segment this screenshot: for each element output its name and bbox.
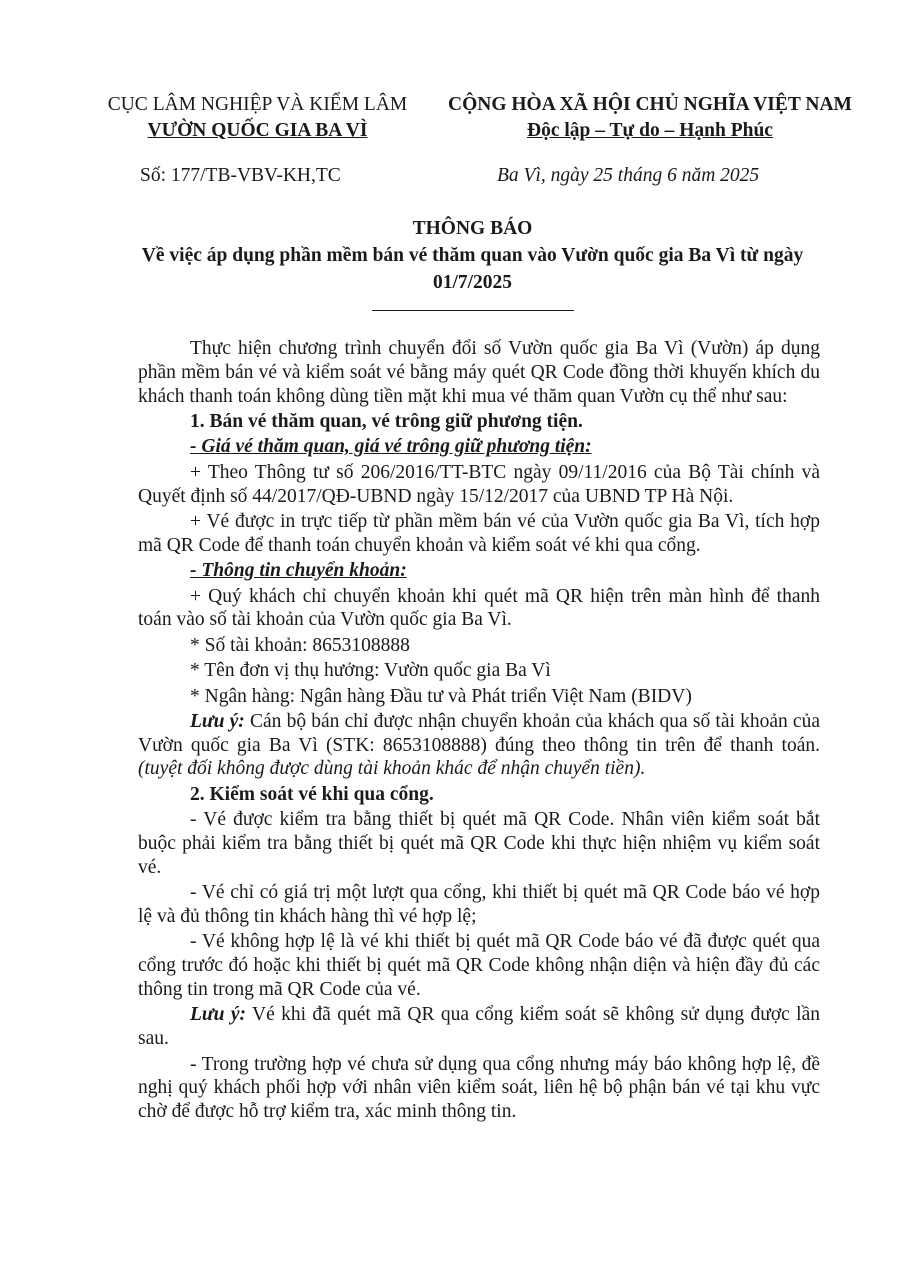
place-date: Ba Vì, ngày 25 tháng 6 năm 2025 <box>497 165 760 186</box>
section-1-heading: 1. Bán vé thăm quan, vé trông giữ phương tiện. <box>190 410 583 432</box>
note-1-italic: (tuyệt đối không được dùng tài khoản khác để nhận chuyển tiền). <box>138 758 646 780</box>
account-number: * Số tài khoản: 8653108888 <box>190 634 410 656</box>
title-divider <box>372 310 574 311</box>
document-title <box>100 215 845 296</box>
note-2 <box>138 1003 820 1051</box>
note-2-label: Lưu ý: <box>190 1004 246 1026</box>
agency-line-2: VƯỜN QUỐC GIA BA VÌ <box>147 120 368 141</box>
paragraph-transfer: + Quý khách chỉ chuyển khoản khi quét mã QR hiện trên màn hình để thanh toán vào số tài khoản của Vườn quốc gia Ba Vì. <box>138 585 820 631</box>
issuing-agency <box>95 92 420 144</box>
bank-name: * Ngân hàng: Ngân hàng Đầu tư và Phát triển Việt Nam (BIDV) <box>190 685 692 707</box>
section-2-heading: 2. Kiểm soát vé khi qua cổng. <box>190 783 434 805</box>
paragraph-invalid-ticket: - Vé không hợp lệ là vé khi thiết bị quét mã QR Code báo vé đã được quét qua cổng trước đó hoặc khi thiết bị quét mã QR Code không nhận diện và hiện đầy đủ các thông tin trong mã QR Code của vé. <box>138 931 820 1001</box>
note-1-text: Cán bộ bán chỉ được nhận chuyển khoản của khách qua số tài khoản của Vườn quốc gia Ba Vì (STK: 8653108888) đúng theo thông tin trên để thanh toán. <box>138 710 820 756</box>
nation-line-2: Độc lập – Tự do – Hạnh Phúc <box>527 120 773 141</box>
beneficiary-name: * Tên đơn vị thụ hưởng: Vườn quốc gia Ba Vì <box>190 660 551 682</box>
paragraph-ticket-print: + Vé được in trực tiếp từ phần mềm bán vé của Vườn quốc gia Ba Vì, tích hợp mã QR Code để thanh toán chuyển khoản và kiểm soát vé khi qua cổng. <box>138 510 820 556</box>
agency-line-1: CỤC LÂM NGHIỆP VÀ KIỂM LÂM <box>107 94 408 115</box>
paragraph-scan-check: - Vé được kiểm tra bằng thiết bị quét mã QR Code. Nhân viên kiểm soát bắt buộc phải kiểm tra bằng thiết bị quét mã QR Code khi thực hiện nhiệm vụ kiểm soát vé. <box>138 809 820 878</box>
paragraph-support: - Trong trường hợp vé chưa sử dụng qua cổng nhưng máy báo không hợp lệ, đề nghị quý khách phối hợp với nhân viên kiểm soát, liên hệ bộ phận bán vé tại khu vực chờ để được hỗ trợ kiểm tra, xác minh thông tin. <box>138 1053 820 1123</box>
subheading-transfer: - Thông tin chuyển khoản: <box>190 560 407 582</box>
title-line-1: THÔNG BÁO <box>412 218 533 239</box>
note-2-text: Vé khi đã quét mã QR qua cổng kiểm soát sẽ không sử dụng được lần sau. <box>138 1004 821 1050</box>
national-header <box>425 92 875 144</box>
reference-number: Số: 177/TB-VBV-KH,TC <box>140 165 341 186</box>
nation-line-1: CỘNG HÒA XÃ HỘI CHỦ NGHĨA VIỆT NAM <box>448 94 852 115</box>
subheading-prices: - Giá vé thăm quan, giá vé trông giữ phương tiện: <box>190 436 592 458</box>
intro-paragraph: Thực hiện chương trình chuyển đổi số Vườn quốc gia Ba Vì (Vườn) áp dụng phần mềm bán vé và kiểm soát vé bằng máy quét QR Code đồng thời khuyến khích du khách thanh toán không dùng tiền mặt khi mua vé thăm quan Vườn cụ thể như sau: <box>138 338 820 407</box>
note-1 <box>138 710 820 781</box>
note-1-label: Lưu ý: <box>190 710 245 732</box>
paragraph-circular: + Theo Thông tư số 206/2016/TT-BTC ngày 09/11/2016 của Bộ Tài chính và Quyết định số 44/2017/QĐ-UBND ngày 15/12/2017 của UBND TP Hà Nội. <box>138 461 820 507</box>
paragraph-single-use: - Vé chỉ có giá trị một lượt qua cổng, khi thiết bị quét mã QR Code báo vé hợp lệ và đủ thông tin khách hàng thì vé hợp lệ; <box>138 882 820 928</box>
document-body <box>138 337 820 1126</box>
title-line-2: Về việc áp dụng phần mềm bán vé thăm quan vào Vườn quốc gia Ba Vì từ ngày 01/7/2025 <box>141 245 804 293</box>
